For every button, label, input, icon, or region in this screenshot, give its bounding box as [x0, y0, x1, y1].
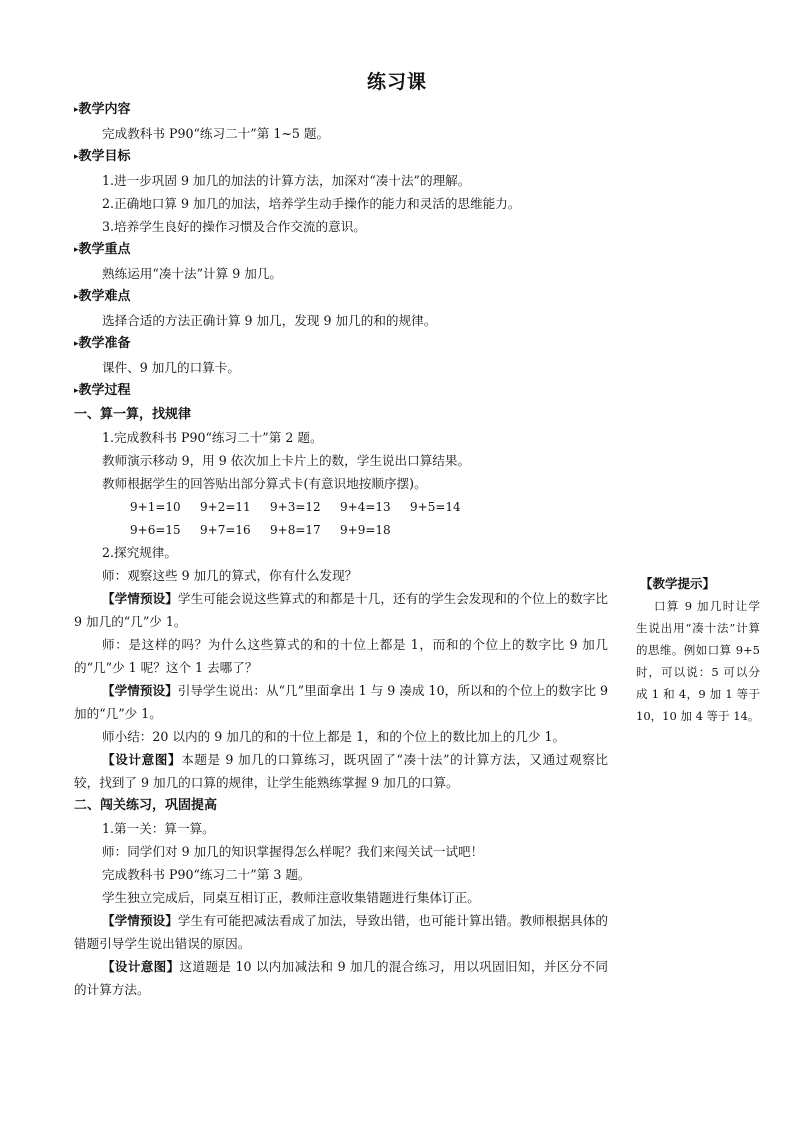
design-intent-tag: 【设计意图】 — [102, 959, 180, 974]
difficulty-text: 选择合适的方法正确计算 9 加几，发现 9 加几的和的规律。 — [102, 313, 437, 328]
prediction-tag: 【学情预设】 — [102, 683, 178, 698]
equation-card: 9+3=12 — [270, 500, 321, 514]
equation-card: 9+1=10 — [130, 500, 181, 514]
equation-card: 9+7=16 — [200, 523, 251, 537]
section-heading-prep: ▸教学准备 — [74, 336, 131, 351]
content-text: 完成教科书 P90“练习二十”第 1~5 题。 — [102, 126, 330, 141]
prep-text: 课件、9 加几的口算卡。 — [102, 360, 240, 375]
part1-line: 2.探究规律。 — [102, 545, 177, 560]
bullet-icon: ▸ — [74, 292, 79, 302]
part1-line: 教师演示移动 9，用 9 依次加上卡片上的数，学生说出口算结果。 — [102, 453, 471, 468]
section-heading-process: ▸教学过程 — [74, 383, 131, 398]
prediction-paragraph: 【学情预设】引导学生说出：从“几”里面拿出 1 与 9 凑成 10，所以和的个位上的数字比 9 加的“几”少 1。 — [74, 683, 608, 721]
bullet-icon: ▸ — [74, 105, 79, 115]
section-heading-content: ▸教学内容 — [74, 102, 131, 117]
key-text: 熟练运用“凑十法”计算 9 加几。 — [102, 266, 283, 281]
prediction-tag: 【学情预设】 — [102, 591, 178, 606]
goal-item: 1.进一步巩固 9 加几的加法的计算方法，加深对“凑十法”的理解。 — [102, 173, 471, 188]
goal-item: 2.正确地口算 9 加几的加法，培养学生动手操作的能力和灵活的思维能力。 — [102, 196, 521, 211]
part1-line: 师：观察这些 9 加几的算式，你有什么发现？ — [102, 568, 358, 583]
bullet-icon: ▸ — [74, 152, 79, 162]
sidebar-title: 【教学提示】 — [640, 576, 716, 591]
prediction-paragraph: 【学情预设】学生有可能把减法看成了加法，导致出错，也可能计算出错。教师根据具体的错题引导学生说出错误的原因。 — [74, 913, 609, 951]
teacher-summary: 师小结：20 以内的 9 加几的和的十位上都是 1，和的个位上的数比加上的几少 1。 — [102, 729, 566, 744]
section-heading-goals: ▸教学目标 — [74, 149, 131, 164]
prediction-paragraph: 【学情预设】学生可能会说这些算式的和都是十几，还有的学生会发现和的个位上的数字比 9 加几的“几”少 1。 — [74, 591, 609, 629]
bullet-icon: ▸ — [74, 339, 79, 349]
equation-card: 9+5=14 — [410, 500, 461, 514]
equation-card: 9+9=18 — [340, 523, 391, 537]
page-title: 练习课 — [366, 71, 427, 93]
equation-card: 9+2=11 — [200, 500, 251, 514]
part2-heading: 二、闯关练习，巩固提高 — [74, 798, 218, 813]
part2-line: 学生独立完成后，同桌互相订正，教师注意收集错题进行集体订正。 — [102, 890, 480, 905]
design-intent-paragraph: 【设计意图】这道题是 10 以内加减法和 9 加几的混合练习，用以巩固旧知，并区分不同的计算方法。 — [74, 959, 608, 997]
goal-item: 3.培养学生良好的操作习惯及合作交流的意识。 — [102, 219, 366, 234]
part1-heading: 一、算一算，找规律 — [74, 407, 192, 422]
equation-row — [74, 518, 608, 541]
equation-card: 9+6=15 — [130, 523, 181, 537]
teacher-question: 师：是这样的吗？为什么这些算式的和的十位上都是 1，而和的个位上的数字比 9 加几的“几”少 1 呢？这个 1 去哪了？ — [74, 637, 608, 675]
part1-line: 1.完成教科书 P90“练习二十”第 2 题。 — [102, 430, 323, 445]
part1-line: 教师根据学生的回答贴出部分算式卡(有意识地按顺序摆)。 — [102, 476, 427, 491]
section-heading-difficulty: ▸教学难点 — [74, 289, 131, 304]
section-heading-key: ▸教学重点 — [74, 242, 131, 257]
part2-line: 1.第一关：算一算。 — [102, 821, 215, 836]
lesson-body — [74, 98, 608, 1001]
design-intent-tag: 【设计意图】 — [102, 752, 182, 767]
bullet-icon: ▸ — [74, 245, 79, 255]
part2-line: 完成教科书 P90“练习二十”第 3 题。 — [102, 867, 311, 882]
equation-card: 9+8=17 — [270, 523, 321, 537]
equation-card: 9+4=13 — [340, 500, 391, 514]
sidebar-body: 口算 9 加几时让学生说出用“凑十法”计算的思维。例如口算 9+5 时，可以说：5 可以分成 1 和 4，9 加 1 等于 10，10 加 4 等于 14。 — [636, 599, 760, 723]
design-intent-paragraph: 【设计意图】本题是 9 加几的口算练习，既巩固了“凑十法”的计算方法，又通过观察比较，找到了 9 加几的口算的规律，让学生能熟练掌握 9 加几的口算。 — [74, 752, 608, 790]
teaching-tip-sidebar — [636, 573, 760, 727]
bullet-icon: ▸ — [74, 386, 79, 396]
equation-row — [74, 495, 608, 518]
part2-line: 师：同学们对 9 加几的知识掌握得怎么样呢？我们来闯关试一试吧！ — [102, 844, 484, 859]
prediction-tag: 【学情预设】 — [102, 913, 178, 928]
